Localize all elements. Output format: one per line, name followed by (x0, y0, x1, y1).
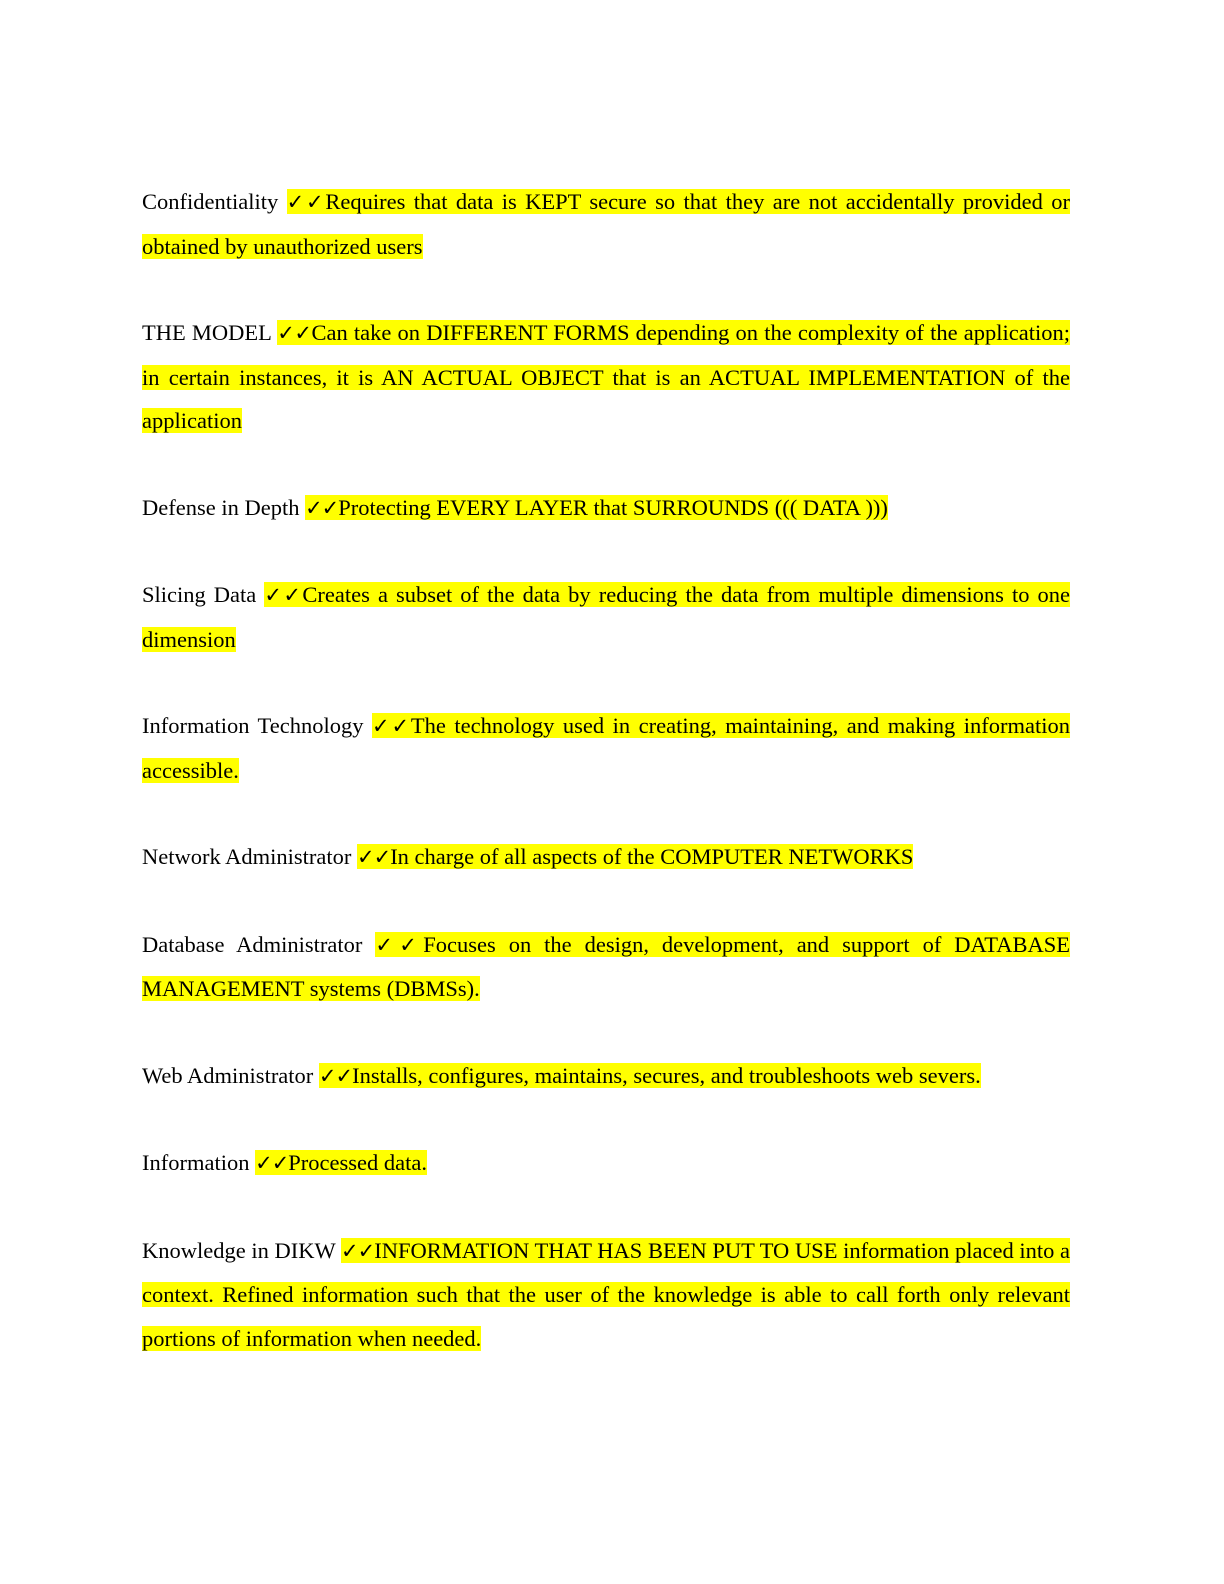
entry-definition: Can take on DIFFERENT FORMS depending on the complexity of the application; in certain instances, it is AN ACTUAL OBJECT that is an ACTUAL IMPLEMENTATION of the application (142, 320, 1070, 433)
highlighted-definition (142, 582, 1070, 652)
check-double-icon: ✓✓ (255, 1151, 289, 1175)
entry-definition: Creates a subset of the data by reducing the data from multiple dimensions to one dimension (142, 582, 1071, 652)
check-double-icon: ✓✓ (286, 190, 326, 214)
entry-term: Web Administrator (142, 1062, 314, 1088)
check-double-icon: ✓✓ (277, 321, 312, 345)
flashcard-entry (142, 311, 1070, 443)
check-double-icon: ✓✓ (305, 495, 339, 520)
flashcard-entry (142, 835, 1070, 880)
entry-term: Confidentiality (142, 189, 279, 214)
entry-term: Network Administrator (142, 844, 352, 869)
entry-definition: In charge of all aspects of the COMPUTER NETWORKS (390, 844, 914, 869)
entry-term: THE MODEL (142, 320, 272, 345)
check-double-icon: ✓✓ (356, 845, 391, 869)
entry-term: Information (142, 1150, 250, 1175)
check-double-icon: ✓✓ (318, 1063, 353, 1088)
flashcard-entry (142, 1054, 1070, 1099)
flashcard-entry (142, 923, 1070, 1011)
entry-term: Slicing Data (142, 582, 257, 607)
check-double-icon: ✓✓ (371, 714, 411, 738)
flashcard-entry (142, 573, 1070, 661)
entry-definition: Processed data. (288, 1150, 427, 1175)
check-double-icon: ✓✓ (264, 583, 303, 607)
highlighted-definition (305, 495, 888, 520)
check-double-icon: ✓✓ (375, 932, 424, 957)
highlighted-definition (255, 1150, 427, 1175)
flashcard-entry (142, 486, 1070, 531)
flashcard-entry (142, 1229, 1070, 1361)
flashcard-entry (142, 1141, 1070, 1186)
flashcard-entry (142, 704, 1070, 792)
entry-term: Defense in Depth (142, 494, 300, 520)
entry-term: Information Technology (142, 713, 364, 738)
highlighted-definition (319, 1063, 981, 1088)
entry-definition: Protecting EVERY LAYER that SURROUNDS ((( DATA ))) (338, 494, 888, 520)
entry-term: Knowledge in DIKW (142, 1237, 336, 1263)
highlighted-definition (357, 844, 913, 869)
entry-definition: Installs, configures, maintains, secures, and troubleshoots web severs. (352, 1062, 981, 1088)
entry-definition: The technology used in creating, maintaining, and making information accessible. (142, 713, 1070, 783)
highlighted-definition (142, 189, 1070, 259)
entry-definition: Focuses on the design, development, and support of DATABASE MANAGEMENT systems (DBMSs). (142, 931, 1071, 1001)
flashcard-entry (142, 180, 1070, 268)
flashcard-list (142, 180, 1070, 1403)
entry-definition: INFORMATION THAT HAS BEEN PUT TO USE information placed into a context. Refined information such that the user of the knowledge is able to call forth only relevant portions of information when needed. (142, 1237, 1070, 1351)
check-double-icon: ✓✓ (341, 1238, 375, 1263)
entry-term: Database Administrator (142, 931, 363, 957)
highlighted-definition (142, 320, 1070, 433)
entry-definition: Requires that data is KEPT secure so that they are not accidentally provided or obtained by unauthorized users (142, 189, 1070, 259)
